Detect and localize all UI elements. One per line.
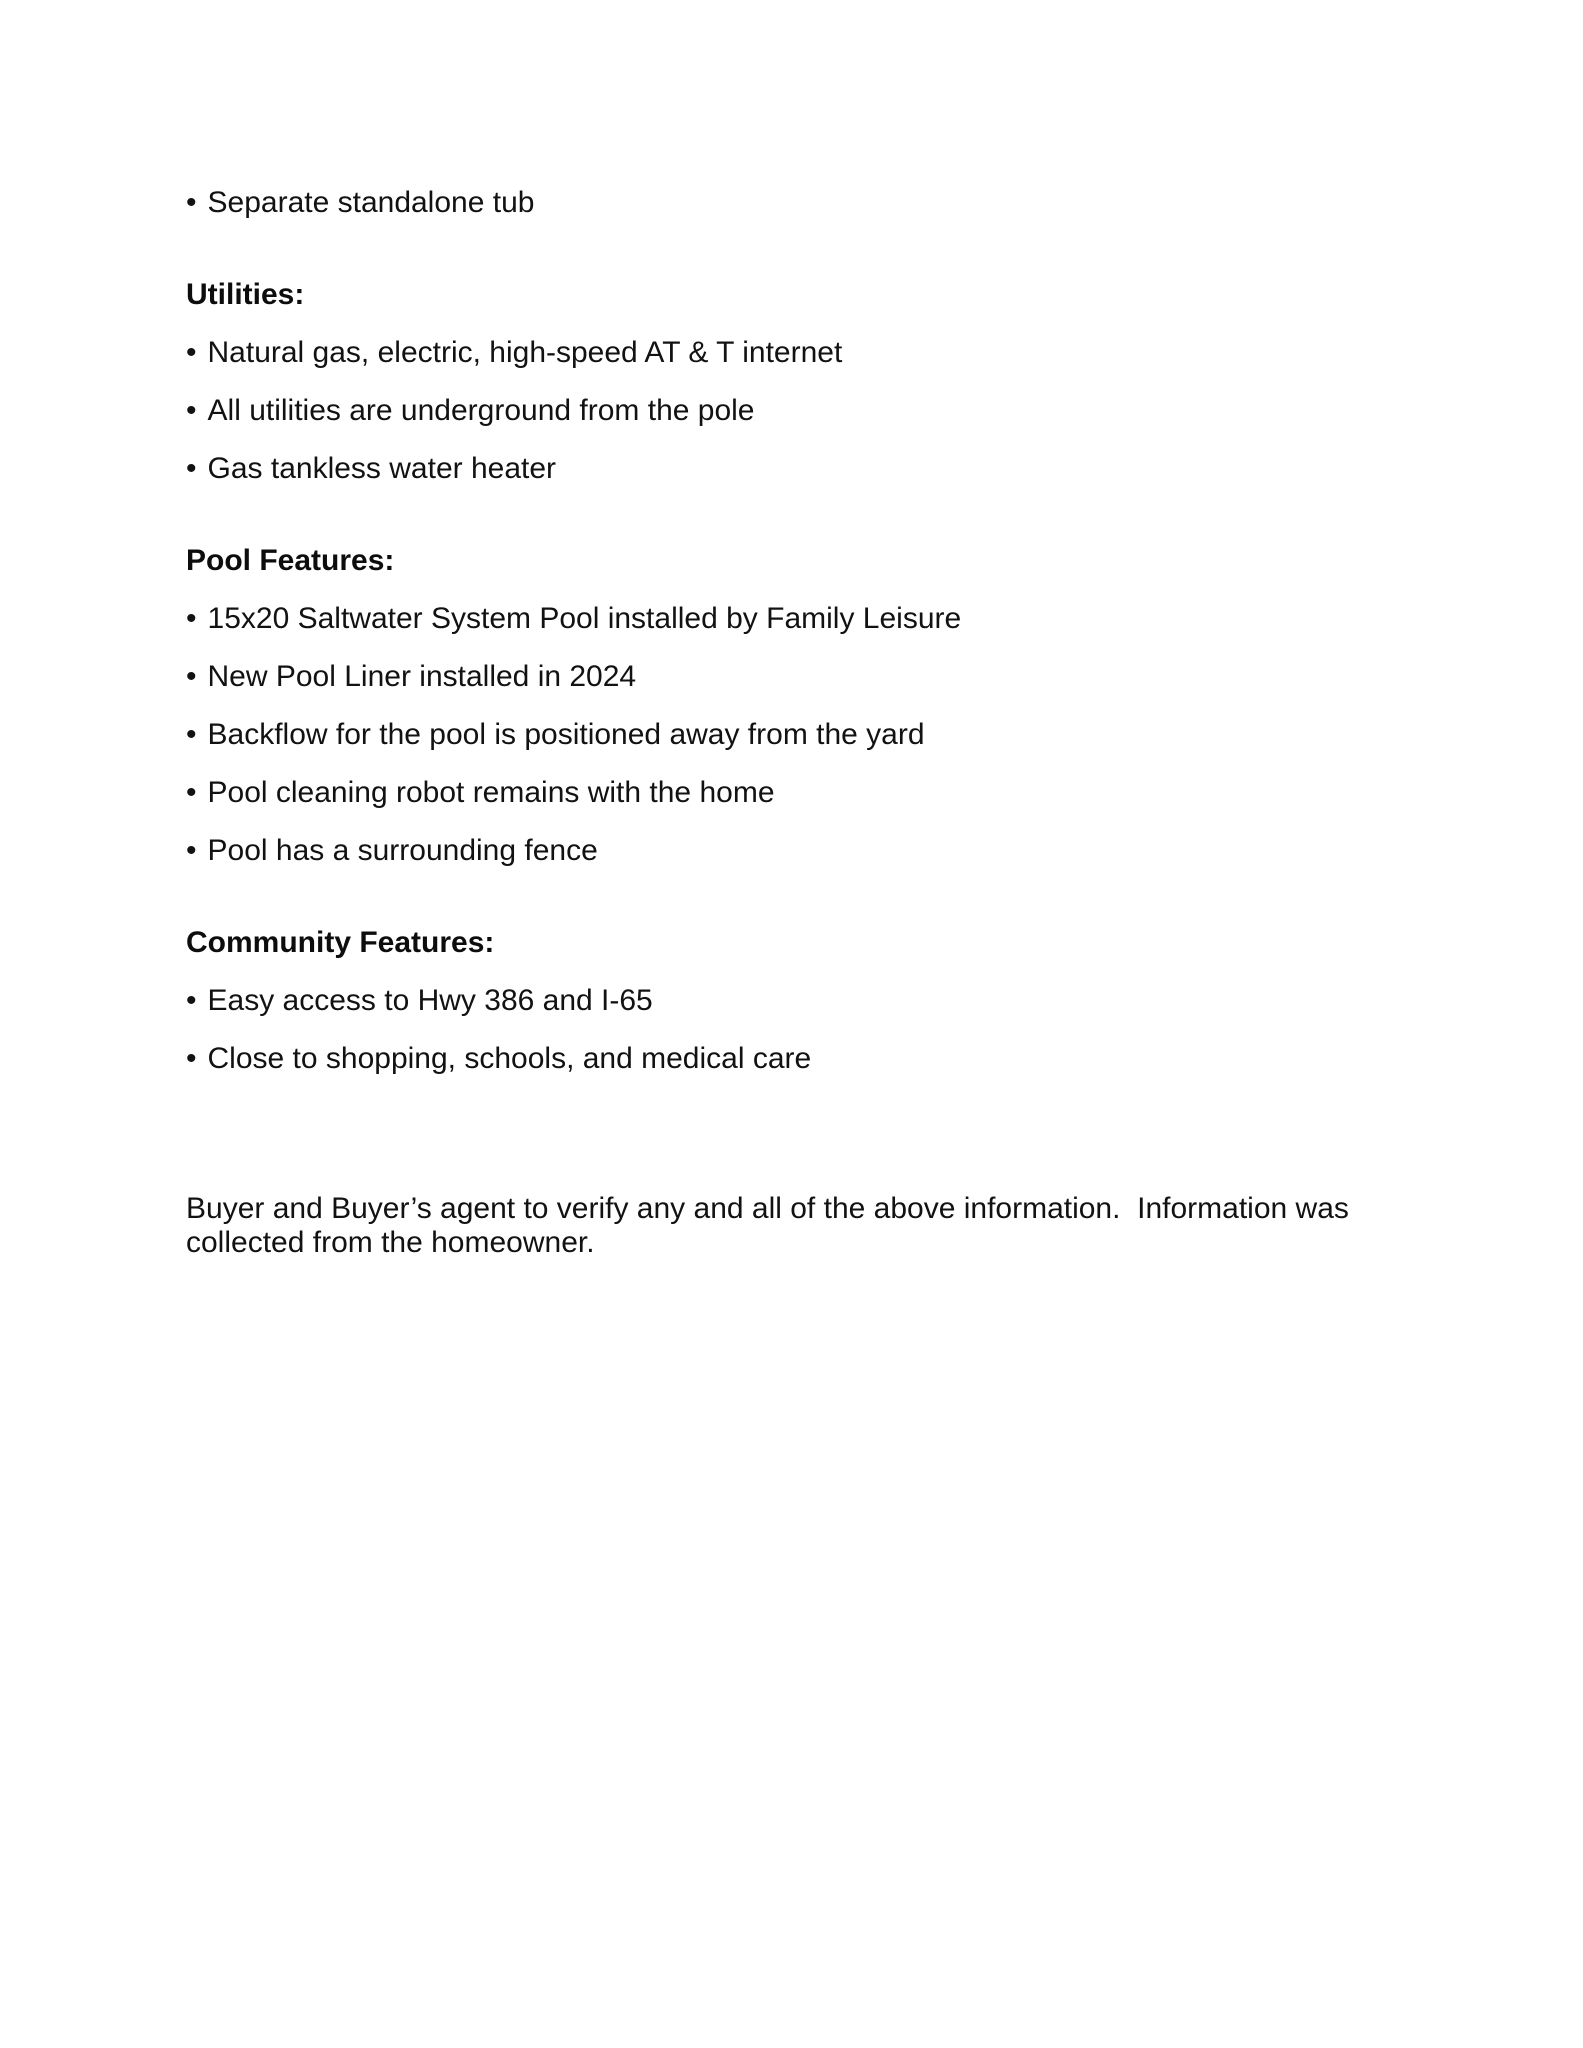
- bullet-text: Natural gas, electric, high-speed AT & T internet: [207, 336, 843, 369]
- bullet-marker: •: [186, 984, 197, 1017]
- bullet-text: Easy access to Hwy 386 and I-65: [207, 984, 653, 1017]
- bullet-text: Gas tankless water heater: [207, 452, 557, 485]
- bullet-text: 15x20 Saltwater System Pool installed by Family Leisure: [207, 602, 962, 635]
- bullet-marker: •: [186, 602, 197, 635]
- bullet-text: New Pool Liner installed in 2024: [207, 660, 637, 693]
- bullet-text: Close to shopping, schools, and medical care: [207, 1042, 812, 1075]
- bullet-marker: •: [186, 336, 197, 369]
- bullet-item: [186, 186, 1438, 220]
- section-heading-pool-features: Pool Features:: [186, 544, 395, 577]
- section-heading-community-features: Community Features:: [186, 926, 495, 959]
- bullet-item: [186, 452, 1438, 486]
- bullet-text: Pool cleaning robot remains with the home: [207, 776, 775, 809]
- bullet-item: [186, 718, 1438, 752]
- bullet-text: All utilities are underground from the pole: [207, 394, 755, 427]
- bullet-marker: •: [186, 776, 197, 809]
- section-heading-utilities: Utilities:: [186, 278, 305, 311]
- bullet-text: Backflow for the pool is positioned away from the yard: [207, 718, 925, 751]
- bullet-item: [186, 394, 1438, 428]
- disclaimer-text: Buyer and Buyer’s agent to verify any and all of the above information. Information was collected from the homeowner.: [186, 1192, 1358, 1259]
- bullet-marker: •: [186, 186, 197, 219]
- bullet-marker: •: [186, 718, 197, 751]
- bullet-marker: •: [186, 394, 197, 427]
- bullet-text: Separate standalone tub: [207, 186, 535, 219]
- bullet-item: [186, 602, 1438, 636]
- bullet-text: Pool has a surrounding fence: [207, 834, 598, 867]
- bullet-item: [186, 834, 1438, 868]
- document-content: [186, 186, 1438, 1260]
- bullet-item: [186, 984, 1438, 1018]
- bullet-item: [186, 776, 1438, 810]
- bullet-item: [186, 660, 1438, 694]
- bullet-marker: •: [186, 660, 197, 693]
- bullet-marker: •: [186, 452, 197, 485]
- bullet-marker: •: [186, 834, 197, 867]
- bullet-item: [186, 336, 1438, 370]
- bullet-marker: •: [186, 1042, 197, 1075]
- bullet-item: [186, 1042, 1438, 1076]
